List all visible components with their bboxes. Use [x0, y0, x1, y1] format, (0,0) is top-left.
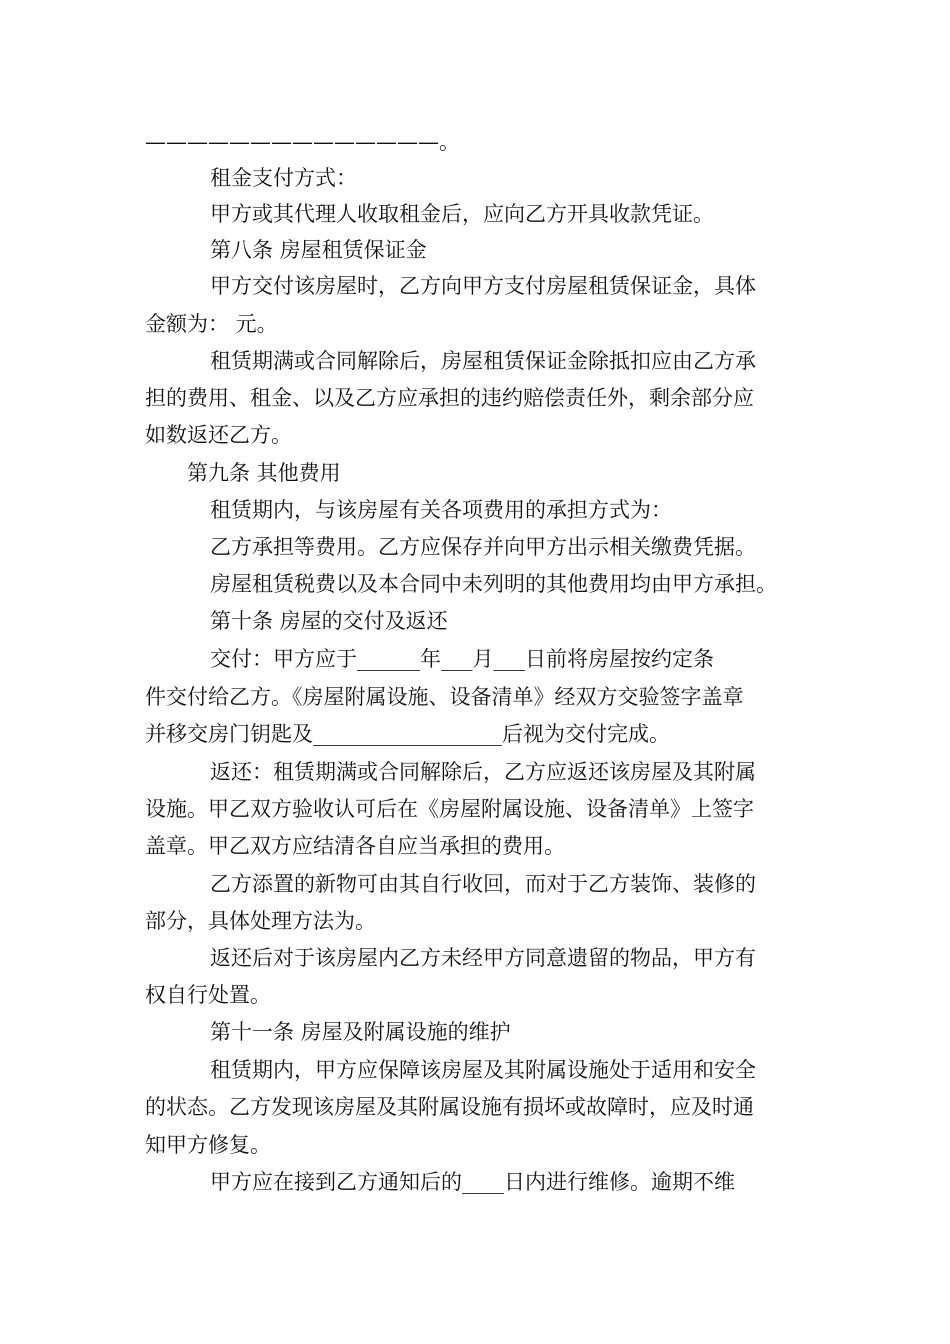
text-line: 乙方添置的新物可由其自行收回，而对于乙方装饰、装修的	[210, 872, 756, 896]
section-heading: 第九条 其他费用	[187, 461, 341, 485]
text-line: 件交付给乙方。《房屋附属设施、设备清单》经双方交验签字盖章	[145, 685, 744, 709]
text-line: 租金支付方式：	[210, 166, 357, 190]
text-line: 租赁期内，与该房屋有关各项费用的承担方式为：	[210, 498, 672, 522]
section-heading: 第十一条 房屋及附属设施的维护	[210, 1020, 511, 1044]
text-line: 甲方或其代理人收取租金后，应向乙方开具收款凭证。	[210, 202, 714, 226]
text-line: 如数返还乙方。	[145, 423, 292, 447]
text-line: 金额为： 元。	[145, 312, 278, 336]
text-line: 的状态。乙方发现该房屋及其附属设施有损坏或故障时，应及时通	[145, 1095, 754, 1119]
text-line: 盖章。甲乙双方应结清各自应当承担的费用。	[145, 834, 565, 858]
text-line: 租赁期满或合同解除后，房屋租赁保证金除抵扣应由乙方承	[210, 349, 756, 373]
text-line: 并移交房门钥匙及__________________后视为交付完成。	[145, 722, 670, 746]
text-line: 交付：甲方应于______年___月___日前将房屋按约定条	[210, 647, 714, 671]
text-line: 甲方交付该房屋时，乙方向甲方支付房屋租赁保证金，具体	[210, 274, 756, 298]
text-line: 担的费用、租金、以及乙方应承担的违约赔偿责任外，剩余部分应	[145, 386, 754, 410]
section-heading: 第十条 房屋的交付及返还	[210, 609, 448, 633]
text-line: 租赁期内，甲方应保障该房屋及其附属设施处于适用和安全	[210, 1058, 756, 1082]
text-line: 知甲方修复。	[145, 1133, 271, 1157]
section-heading: 第八条 房屋租赁保证金	[210, 238, 427, 262]
text-line: 权自行处置。	[145, 983, 271, 1007]
text-line: 部分，具体处理方法为。	[145, 909, 376, 933]
text-line: 返还后对于该房屋内乙方未经甲方同意遗留的物品，甲方有	[210, 946, 756, 970]
text-line: 设施。甲乙双方验收认可后在《房屋附属设施、设备清单》上签字	[145, 797, 754, 821]
text-line: ——————————————。	[145, 130, 460, 154]
text-line: 返还：租赁期满或合同解除后，乙方应返还该房屋及其附属	[210, 760, 756, 784]
text-line: 甲方应在接到乙方通知后的____日内进行维修。逾期不维	[210, 1170, 735, 1194]
text-line: 房屋租赁税费以及本合同中未列明的其他费用均由甲方承担。	[210, 572, 777, 596]
text-line: 乙方承担等费用。乙方应保存并向甲方出示相关缴费凭据。	[210, 535, 756, 559]
